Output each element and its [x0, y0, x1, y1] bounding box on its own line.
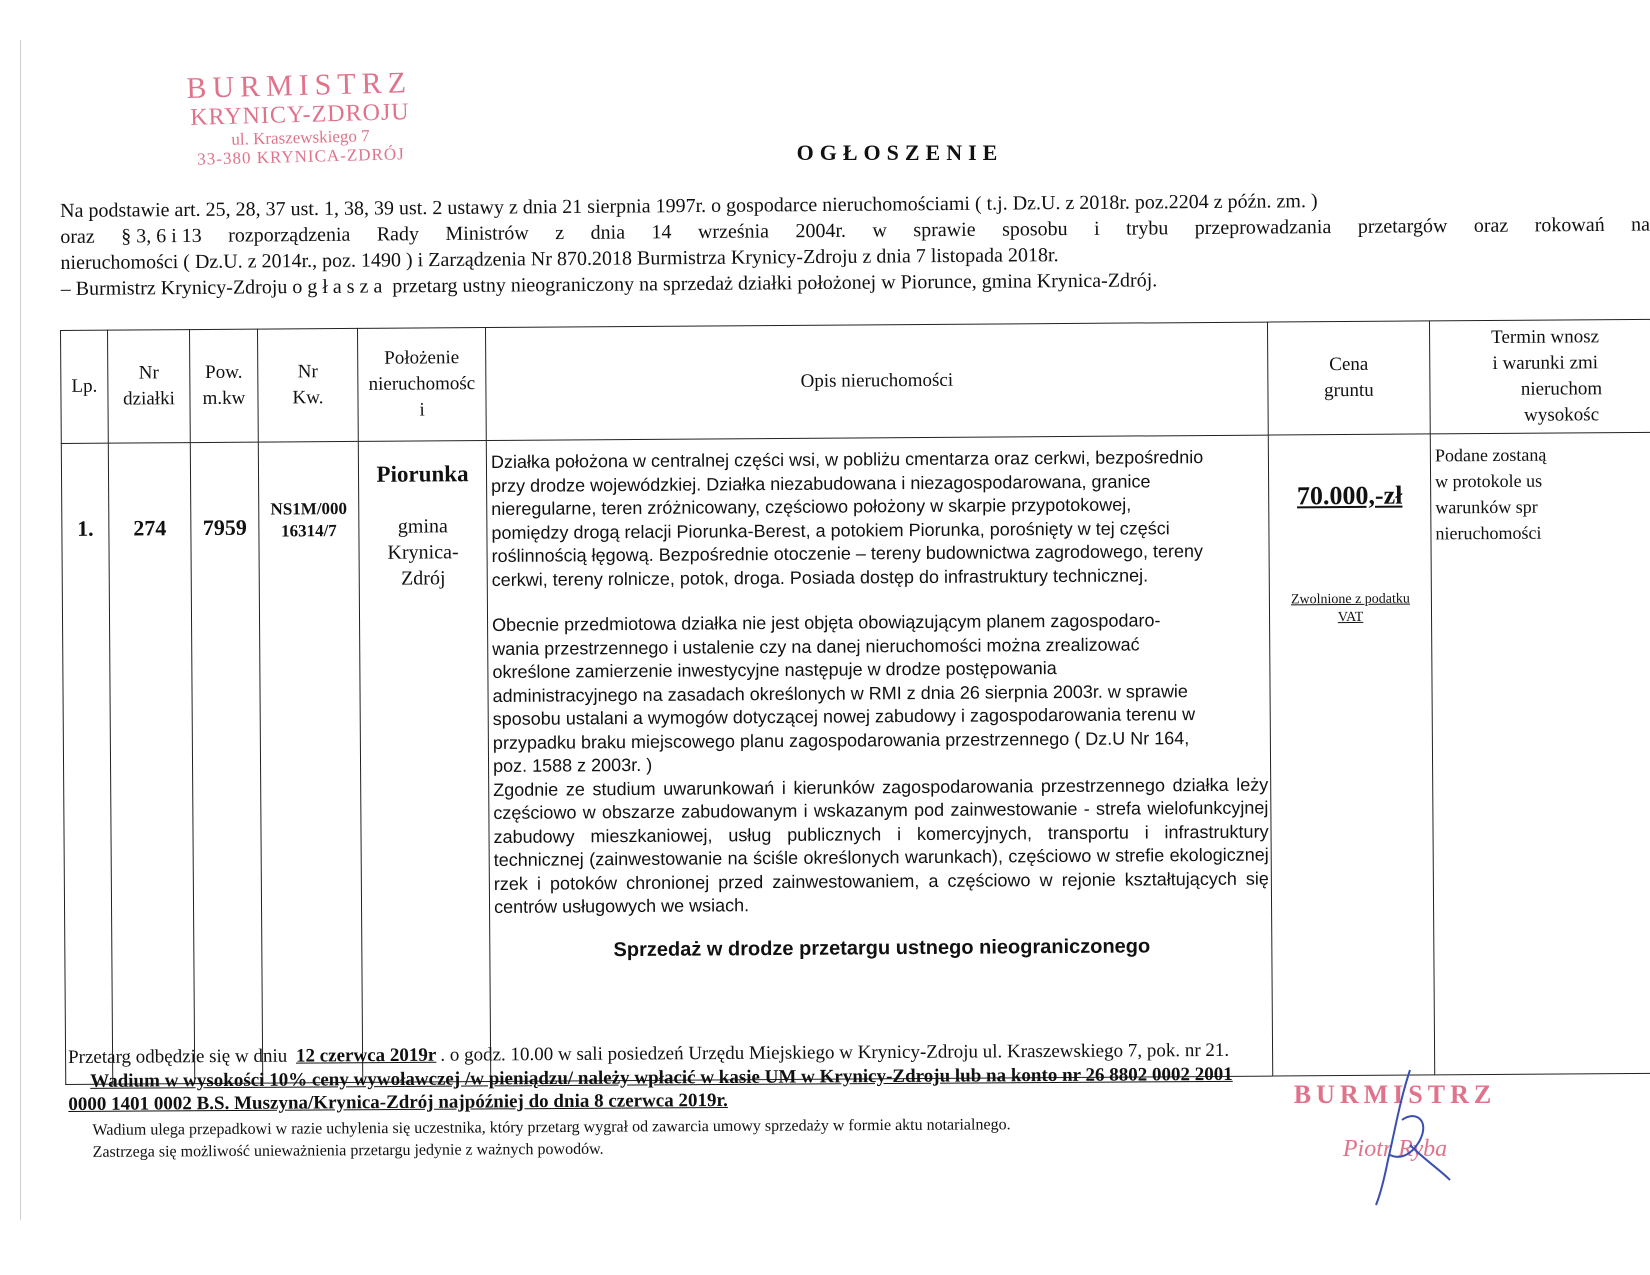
- row-lp: 1.: [61, 443, 112, 1084]
- header-label-line: wysokośc: [1524, 404, 1600, 426]
- intro-word: sposobu: [1001, 218, 1068, 241]
- cancellation-note: Zastrzega się możliwość unieważnienia przetargu jedynie z ważnych powodów.: [92, 1140, 604, 1161]
- intro-word: oraz: [60, 225, 95, 248]
- intro-word: i: [1093, 217, 1100, 240]
- property-table: [60, 319, 1650, 1085]
- header-lp: [61, 330, 109, 443]
- intro-word: dnia: [590, 221, 626, 244]
- location-line: Krynica-: [387, 541, 459, 564]
- row-terms: [1430, 432, 1650, 1075]
- intro-word: § 3, 6 i 13: [121, 224, 202, 248]
- intro-word: sprawie: [913, 218, 976, 242]
- description-line: roślinnością łęgową. Bezpośrednie otoczenie – tereny budownictwa zagrodowego, tereny: [491, 541, 1204, 566]
- description-line: przy drodze wojewódzkiej. Działka niezabudowana i niezagospodarowana, granice: [491, 470, 1151, 496]
- header-land-register: [257, 328, 358, 442]
- header-plot-number: [108, 330, 191, 444]
- location-place: Piorunka: [376, 461, 469, 487]
- description-line: nieregularne, teren zróżnicowany, częściowo położony w skarpie przypotokowej,: [491, 494, 1132, 519]
- header-label-line: i: [419, 399, 425, 421]
- signature-stamp-name: Piotr Ryba: [1342, 1136, 1448, 1162]
- handwritten-signature: [1340, 1060, 1460, 1210]
- land-register-line: 16314/7: [280, 521, 337, 541]
- description-line: sposobu ustalani a wymogów dotyczącej nowej zabudowy i zagospodarowania terenu w: [492, 704, 1196, 729]
- intro-word: przeprowadzania: [1194, 216, 1332, 240]
- intro-line-4-end: przetarg ustny nieograniczony na sprzedaż działki położonej w Piorunce, gmina Krynica-Zdrój.: [387, 269, 1158, 298]
- header-terms: [1429, 319, 1650, 434]
- header-label-line: Termin wnosz: [1491, 326, 1600, 349]
- header-description: [485, 322, 1268, 440]
- header-label-line: nieruchomośc: [368, 373, 476, 395]
- intro-word: września: [697, 220, 770, 243]
- intro-word: 2004r.: [795, 219, 847, 243]
- header-price: [1267, 321, 1430, 435]
- intro-line-1: Na podstawie art. 25, 28, 37 ust. 1, 38, 39 ust. 2 ustawy z dnia 21 sierpnia 1997r. o gospodarce nieruchomościami ( t.j. Dz.U. z 2018r. poz.2204 z późn. zm. ): [60, 190, 1318, 222]
- header-label-line: gruntu: [1324, 379, 1374, 402]
- auction-date: 12 czerwca 2019r: [295, 1044, 437, 1067]
- scan-edge-line: [20, 40, 21, 1220]
- header-location: [357, 328, 486, 442]
- header-label-line: Nr: [297, 361, 318, 383]
- row-area: 7959: [190, 442, 262, 1083]
- table-header-row: [61, 319, 1650, 443]
- intro-word: na: [1631, 213, 1650, 236]
- description-paragraph-3: Zgodnie ze studium uwarunkowań i kierunków zagospodarowania przestrzennego działka leży częściowo w obszarze zabudowanym i wskazanym pod zainwestowanie - strefa wielofunkcyjnej zabudowy mieszkaniowej, usług publicznych i komercyjnych, transportu i infrastruktury technicznej (zainwestowanie na ściśle określonych warunkach), częściowo w strefie ekologicznej rzek i potoków chronionej przed zainwestowaniem, a częściowo w rejonie kształtujących się centrów usługowych we wsiach.: [493, 774, 1269, 917]
- description-paragraph-2: [492, 609, 1268, 779]
- stamp-line-3: ul. Kraszewskiego 7: [231, 126, 370, 149]
- signature-stamp-title: BURMISTRZ: [1293, 1080, 1497, 1109]
- header-label-line: nieruchom: [1520, 378, 1603, 400]
- auction-details: [68, 1037, 1469, 1164]
- description-line: administracyjnego na zasadach określonych w RMI z dnia 26 sierpnia 2003r. w sprawie: [492, 680, 1188, 706]
- intro-word: Rady: [376, 223, 420, 246]
- header-label-line: Pow.: [205, 361, 243, 383]
- deposit-line-1: Wadium w wysokości 10% ceny wywoławczej /w pieniądzu/ należy wpłacić w kasie UM w Krynicy-Zdroju lub na konto nr 26 8802 0002 2001: [90, 1063, 1233, 1092]
- location-line: Zdrój: [400, 567, 446, 590]
- mayor-stamp: [149, 66, 451, 170]
- intro-word: przetargów: [1357, 215, 1448, 238]
- deposit-forfeit-note: Wadium ulega przepadkowi w razie uchylenia się uczestnika, który przetarg wygrał od zawarcia umowy sprzedaży w formie aktu notarialnego.: [92, 1116, 1011, 1139]
- row-land-register: [258, 441, 362, 1083]
- document-title: OGŁOSZENIE: [796, 140, 1004, 165]
- description-line: Działka położona w centralnej części wsi, w pobliżu cmentarza oraz cerkwi, bezpośrednio: [490, 447, 1204, 472]
- sale-mode: Sprzedaż w drodze przetargu ustnego nieograniczonego: [613, 934, 1151, 961]
- row-plot-number: 274: [108, 443, 194, 1085]
- header-label-line: Położenie: [384, 347, 460, 369]
- intro-word: oraz: [1473, 214, 1509, 237]
- intro-line-4-start: – Burmistrz Krynicy-Zdroju: [60, 276, 293, 300]
- terms-line: w protokole us: [1435, 470, 1543, 492]
- header-lp-label: Lp.: [71, 375, 98, 397]
- terms-line: warunków spr: [1435, 496, 1538, 518]
- header-label-line: Cena: [1329, 353, 1369, 376]
- terms-line: Podane zostaną: [1434, 444, 1547, 466]
- row-price: [1268, 434, 1434, 1076]
- intro-word: trybu: [1125, 217, 1169, 240]
- description-line: określone zamierzenie inwestycyjne następuje w drodze postępowania: [492, 658, 1057, 682]
- terms-line: nieruchomości: [1435, 522, 1542, 544]
- land-register-line: NS1M/000: [270, 499, 348, 519]
- intro-word: w: [872, 219, 888, 242]
- header-label-line: Nr: [138, 362, 159, 384]
- description-line: wania przestrzennego i ustalenie czy na danej nieruchomości można zrealizować: [492, 633, 1140, 659]
- location-line: gmina: [397, 515, 448, 538]
- intro-word: rozporządzenia: [228, 223, 351, 247]
- intro-word: Ministrów: [445, 222, 529, 245]
- intro-paragraph: [60, 186, 1650, 302]
- description-line: pomiędzy drogą relacji Piorunka-Berest, a potokiem Piorunka, porośnięty w tej części: [491, 517, 1170, 543]
- vat-note-line: Zwolnione z podatku: [1290, 591, 1410, 608]
- header-area: [190, 329, 259, 442]
- description-line: cerkwi, tereny rolnicze, potok, droga. Posiada dostęp do infrastruktury technicznej.: [491, 564, 1149, 590]
- description-line: Obecnie przedmiotowa działka nie jest objęta obowiązującym planem zagospodaro-: [492, 610, 1161, 635]
- header-label-line: Kw.: [292, 387, 324, 409]
- header-label-line: m.kw: [202, 387, 246, 410]
- description-line: przypadku braku miejscowego planu zagospodarowania przestrzennego ( Dz.U Nr 164,: [492, 727, 1190, 753]
- header-label-line: i warunki zmi: [1492, 352, 1599, 374]
- auction-date-suffix: . o godz. 10.00 w sali posiedzeń Urzędu Miejskiego w Krynicy-Zdroju ul. Kraszewskiego 7, pok. nr 21.: [440, 1039, 1230, 1066]
- stamp-line-1: BURMISTRZ: [185, 66, 413, 105]
- intro-word: rokowań: [1534, 213, 1605, 237]
- row-location: [358, 441, 490, 1083]
- vat-note-line: VAT: [1337, 609, 1364, 626]
- description-paragraph-1: [491, 446, 1267, 592]
- price-amount: 70.000,-zł: [1296, 480, 1403, 511]
- table-row: [61, 432, 1650, 1084]
- announces-word: ogłasza: [292, 275, 388, 299]
- header-description-label: Opis nieruchomości: [800, 369, 954, 392]
- intro-line-3: nieruchomości ( Dz.U. z 2014r., poz. 1490 ) i Zarządzenia Nr 870.2018 Burmistrza Krynicy-Zdroju z dnia 7 listopada 2018r.: [60, 244, 1059, 274]
- header-label-line: działki: [123, 388, 175, 410]
- stamp-line-2: KRYNICY-ZDROJU: [189, 99, 410, 131]
- row-description: [486, 435, 1272, 1081]
- intro-word: 14: [651, 221, 672, 244]
- deposit-line-2: 0000 1401 0002 B.S. Muszyna/Krynica-Zdrój najpóźniej do dnia 8 czerwca 2019r.: [68, 1089, 728, 1115]
- stamp-line-4: 33-380 KRYNICA-ZDRÓJ: [197, 144, 405, 169]
- description-line: poz. 1588 z 2003r. ): [492, 754, 653, 776]
- auction-date-prefix: Przetarg odbędzie się w dniu: [68, 1045, 293, 1068]
- intro-word: z: [555, 222, 565, 245]
